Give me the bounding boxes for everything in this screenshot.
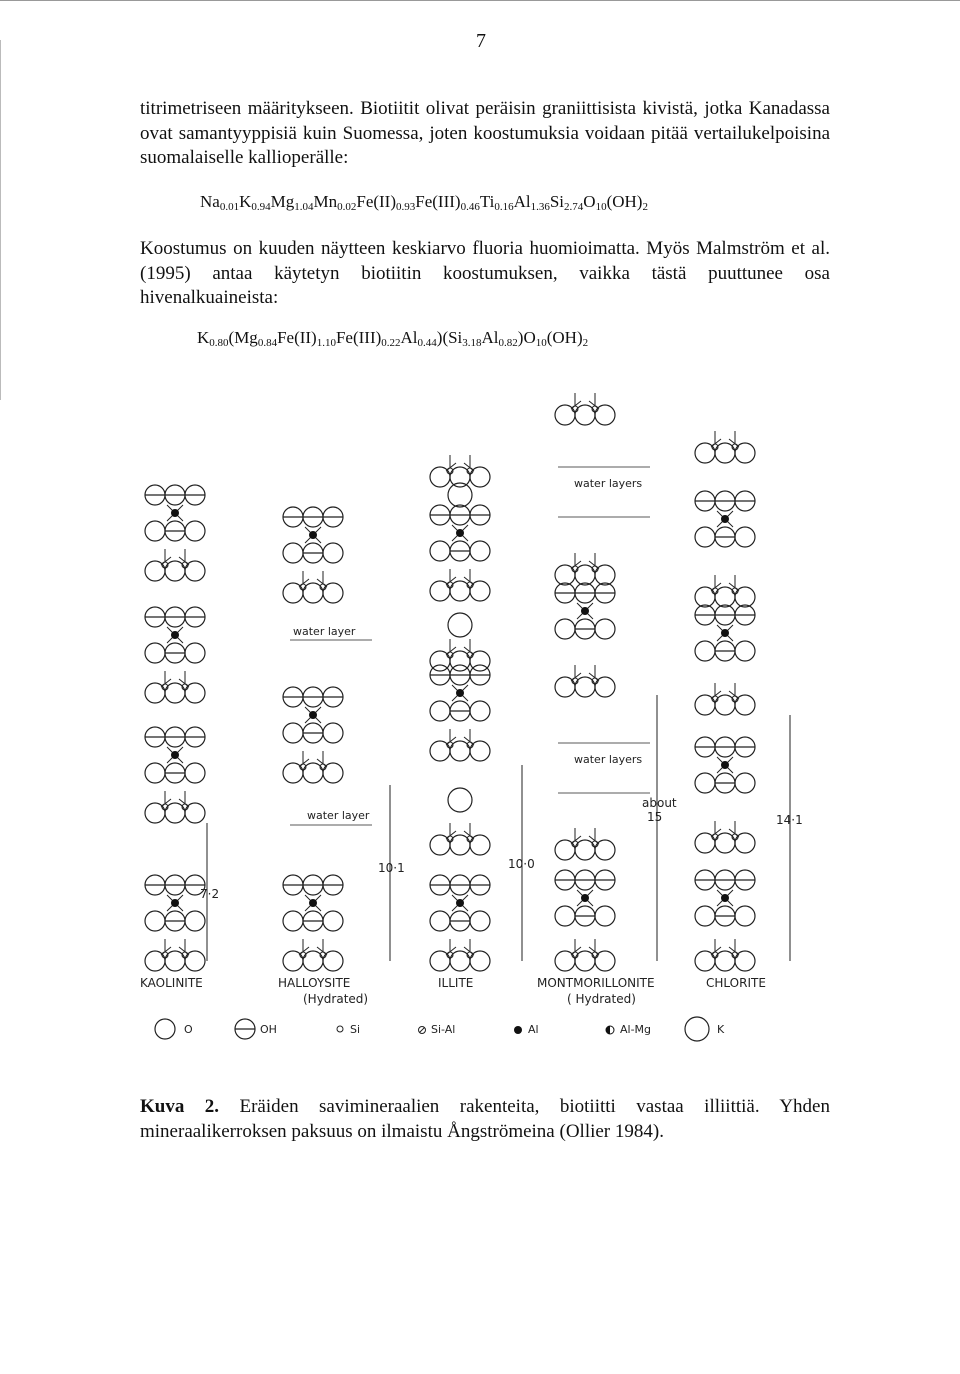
legend-k-label: K (717, 1023, 725, 1036)
legend-si-al-label: Si-Al (431, 1023, 456, 1036)
formula-biotite-composition (200, 192, 648, 213)
silicon-aluminium-symbol-icon (419, 1027, 426, 1034)
kaolinite-spacing: 7·2 (200, 887, 220, 901)
halloysite-water-layer-bottom: water layer (307, 809, 370, 822)
formula-subscript: 0.82 (498, 337, 518, 349)
formula-element: Mn (313, 192, 338, 211)
formula-element: Ti (479, 192, 495, 211)
paragraph-intro: titrimetriseen määritykseen. Biotiitit olivat peräisin graniittisista kivistä, jotka Kanadassa ovat samantyyppisiä kuin Suomessa, joten koostumuksia voidaan pitää vertailukelpoisina suomalaiselle kallioperälle: (140, 98, 830, 168)
page-number: 7 (476, 30, 486, 52)
page-top-border (0, 0, 960, 1)
formula-subscript: 0.02 (337, 201, 357, 213)
formula-subscript: 1.36 (530, 201, 550, 213)
formula-subscript: 2 (582, 337, 589, 349)
chlorite-label: CHLORITE (706, 976, 766, 990)
montmorillonite-sublabel: ( Hydrated) (567, 992, 636, 1006)
formula-subscript: 0.22 (381, 337, 401, 349)
formula-subscript: 3.18 (462, 337, 482, 349)
figure-legend (155, 1017, 725, 1041)
formula-element: Al (481, 328, 499, 347)
formula-element: Fe(II) (356, 192, 397, 211)
legend-al-mg-label: Al-Mg (620, 1023, 652, 1036)
illite-spacing: 10·0 (508, 857, 535, 871)
formula-element: Fe(III) (335, 328, 382, 347)
legend-al-label: Al (528, 1023, 539, 1036)
formula-element: Si (549, 192, 565, 211)
formula-element: Fe(II) (277, 328, 317, 347)
formula-element: O (583, 192, 596, 211)
hydroxyl-symbol-icon (235, 1019, 255, 1039)
oxygen-symbol-icon (155, 1019, 175, 1039)
caption-text: Eräiden savimineraalien rakenteita, biotiitti vastaa illiittiä. Yhden mineraalikerroksen paksuus on ilmaistu Ångströmeina (Ollier 1984). (140, 1096, 830, 1142)
formula-subscript: 0.80 (209, 337, 229, 349)
formula-element: Al (513, 192, 531, 211)
illite-structure (430, 455, 535, 971)
montmorillonite-water-layers-top: water layers (574, 477, 643, 490)
legend-o-label: O (184, 1023, 193, 1036)
illite-label: ILLITE (438, 976, 474, 990)
halloysite-structure (283, 507, 405, 971)
montmorillonite-about-label: about (642, 796, 677, 810)
figure-caption (140, 1095, 830, 1144)
potassium-symbol-icon (685, 1017, 709, 1041)
clay-mineral-structures-figure (140, 375, 840, 1065)
formula-subscript: 0.94 (251, 201, 271, 213)
formula-subscript: 10 (595, 201, 607, 213)
formula-element: )O (517, 328, 536, 347)
formula-element: K (239, 192, 252, 211)
formula-subscript: 0.93 (396, 201, 416, 213)
aluminium-symbol-icon (514, 1026, 522, 1034)
halloysite-spacing: 10·1 (378, 861, 405, 875)
formula-element: (OH) (546, 328, 583, 347)
formula-element: K (197, 328, 210, 347)
chlorite-structure (695, 431, 803, 971)
formula-element: )(Si (436, 328, 463, 347)
formula-subscript: 0.16 (494, 201, 514, 213)
formula-element: Fe(III) (415, 192, 461, 211)
montmorillonite-water-layers-bottom: water layers (574, 753, 643, 766)
paragraph-malmstrom: Koostumus on kuuden näytteen keskiarvo fluoria huomioimatta. Myös Malmström et al. (1995) antaa käytetyn biotiitin koostumuksen, vaikka tästä puuttunee osa hivenalkuaineista: (140, 238, 830, 308)
legend-oh-label: OH (260, 1023, 277, 1036)
silicon-symbol-icon (337, 1026, 343, 1032)
formula-element: (OH) (606, 192, 643, 211)
caption-label: Kuva 2. (140, 1096, 220, 1117)
legend-si-label: Si (350, 1023, 361, 1036)
formula-subscript: 1.04 (294, 201, 314, 213)
kaolinite-label: KAOLINITE (140, 976, 203, 990)
formula-element: (Mg (228, 328, 258, 347)
montmorillonite-structure (555, 393, 677, 971)
montmorillonite-label: MONTMORILLONITE (537, 976, 655, 990)
halloysite-water-layer-top: water layer (293, 625, 356, 638)
montmorillonite-spacing: 15 (647, 810, 663, 824)
formula-subscript: 0.84 (257, 337, 278, 349)
formula-subscript: 0.44 (417, 337, 437, 349)
halloysite-label: HALLOYSITE (278, 976, 351, 990)
formula-subscript: 2.74 (564, 201, 584, 213)
formula-element: Al (400, 328, 418, 347)
formula-element: Mg (270, 192, 295, 211)
formula-subscript: 10 (535, 337, 547, 349)
formula-subscript: 0.46 (460, 201, 480, 213)
kaolinite-structure (145, 485, 219, 971)
chlorite-spacing: 14·1 (776, 813, 803, 827)
formula-subscript: 2 (642, 201, 648, 213)
formula-subscript: 1.10 (316, 337, 336, 349)
page-left-border (0, 40, 1, 400)
halloysite-sublabel: (Hydrated) (303, 992, 369, 1006)
aluminium-magnesium-symbol-icon (606, 1026, 614, 1034)
formula-subscript: 0.01 (219, 201, 240, 213)
formula-malmstrom-composition (197, 328, 588, 349)
formula-element: Na (200, 192, 220, 211)
